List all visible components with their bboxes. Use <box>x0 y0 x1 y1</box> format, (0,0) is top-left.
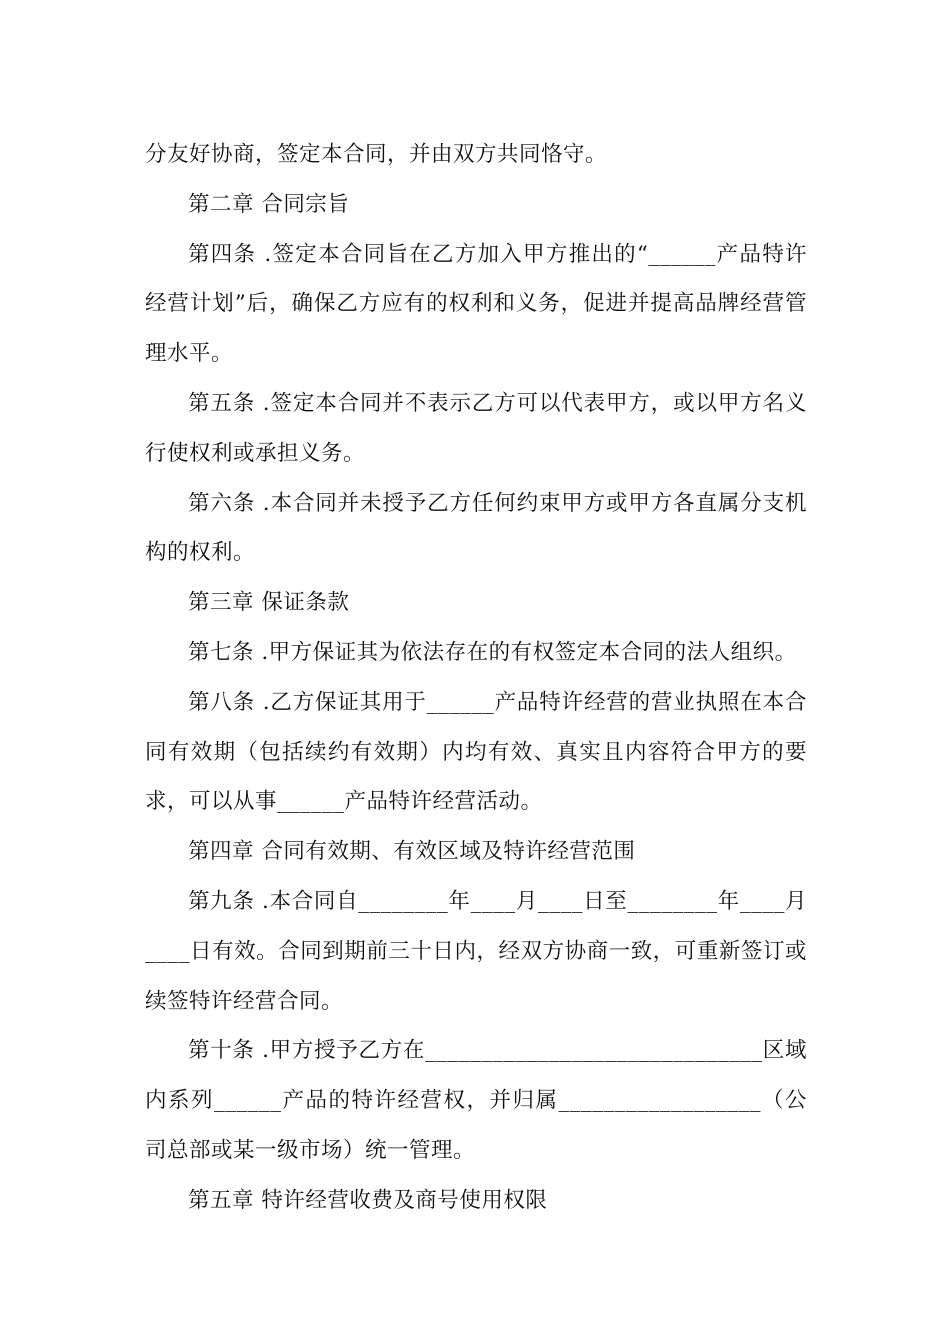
chapter-heading: 第五章 特许经营收费及商号使用权限 <box>188 1187 548 1213</box>
paragraph: 分友好协商，签定本合同，并由双方共同恪守。 <box>145 142 608 167</box>
article-paragraph: 第十条 .甲方授予乙方在______________________________区域内系列______产品的特许经营权，并归属__________________（公司总部或某一级市场）统一管理。 <box>145 1038 807 1163</box>
article-paragraph: 第四条 .签定本合同旨在乙方加入甲方推出的“______产品特许经营计划”后，确保乙方应有的权利和义务，促进并提高品牌经营管理水平。 <box>145 241 807 367</box>
article-paragraph: 第八条 .乙方保证其用于______产品特许经营的营业执照在本合同有效期（包括续约有效期）内均有效、真实且内容符合甲方的要求，可以从事______产品特许经营活动。 <box>145 689 807 815</box>
chapter-heading: 第四章 合同有效期、有效区域及特许经营范围 <box>188 839 636 865</box>
article-paragraph: 第五条 .签定本合同并不表示乙方可以代表甲方，或以甲方名义行使权利或承担义务。 <box>145 390 807 466</box>
article-paragraph: 第九条 .本合同自________年____月____日至________年____月____日有效。合同到期前三十日内，经双方协商一致，可重新签订或续签特许经营合同。 <box>145 888 807 1014</box>
article-paragraph: 第六条 .本合同并未授予乙方任何约束甲方或甲方各直属分支机构的权利。 <box>145 490 807 566</box>
article-paragraph: 第七条 .甲方保证其为依法存在的有权签定本合同的法人组织。 <box>188 639 797 665</box>
document-body <box>145 130 807 1226</box>
chapter-heading: 第二章 合同宗旨 <box>188 191 350 217</box>
chapter-heading: 第三章 保证条款 <box>188 590 350 616</box>
